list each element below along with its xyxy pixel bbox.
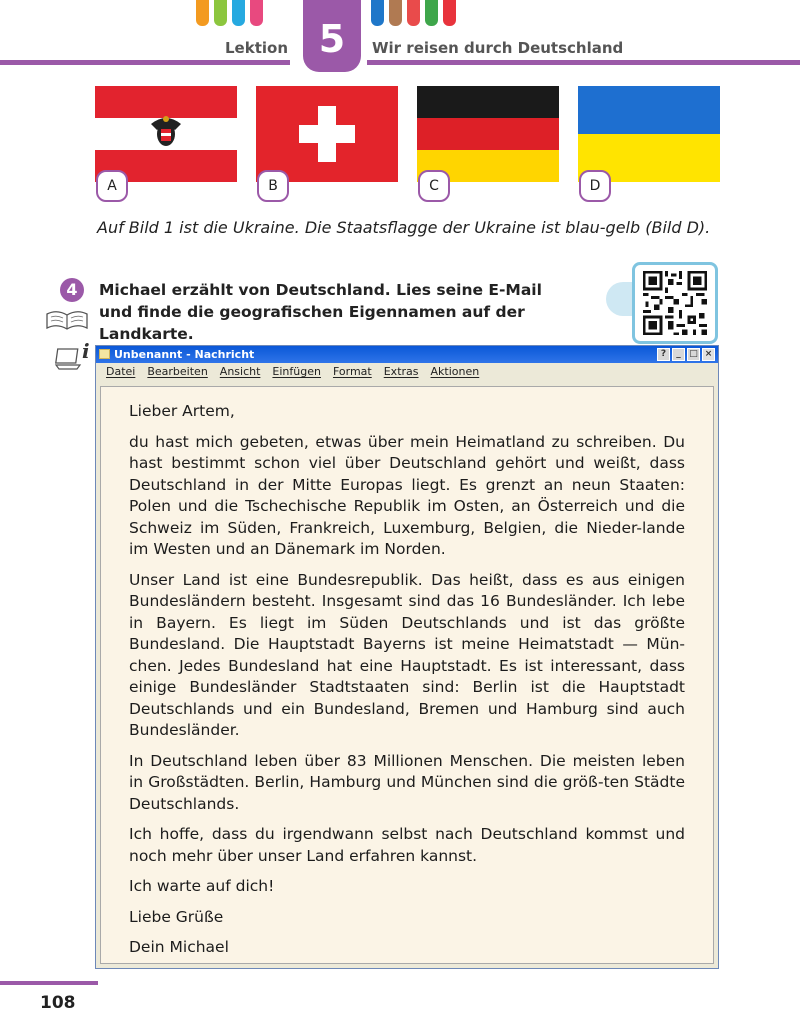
flag-germany	[417, 86, 559, 182]
menu-item-bearbeiten[interactable]: Bearbeiten	[147, 365, 208, 378]
lektion-label: Lektion	[225, 39, 289, 57]
flag-label-a: A	[96, 170, 128, 202]
task-instruction-line2: und finde die geografischen Eigennamen auf der Landkarte.	[99, 303, 525, 343]
menu-item-datei[interactable]: Datei	[106, 365, 136, 378]
flag-ukraine	[578, 86, 720, 182]
header-divider-right	[367, 60, 800, 65]
color-tab	[196, 0, 209, 26]
flag-label-b: B	[257, 170, 289, 202]
menu-item-format[interactable]: Format	[332, 365, 372, 378]
svg-text:i: i	[82, 340, 90, 363]
email-closing-line: Ich warte auf dich!	[129, 877, 275, 895]
header-tabs-left	[196, 0, 263, 26]
email-window	[95, 345, 719, 969]
header-divider-left	[0, 60, 290, 65]
color-tab	[443, 0, 456, 26]
color-tab	[425, 0, 438, 26]
window-titlebar	[96, 346, 718, 363]
minimize-button[interactable]: _	[672, 348, 685, 361]
color-tab	[389, 0, 402, 26]
menu-item-ansicht[interactable]: Ansicht	[219, 365, 261, 378]
color-tab	[250, 0, 263, 26]
header-tabs-right	[371, 0, 456, 26]
page-number: 108	[40, 993, 76, 1013]
color-tab	[214, 0, 227, 26]
qr-code-icon[interactable]	[638, 268, 712, 338]
email-signature: Dein Michael	[129, 938, 229, 956]
laptop-info-icon	[54, 340, 94, 372]
flag-austria	[95, 86, 237, 182]
flag-caption: Auf Bild 1 ist die Ukraine. Die Staatsflagge der Ukraine ist blau-gelb (Bild D).	[97, 218, 711, 237]
email-body[interactable]	[100, 386, 714, 964]
footer-divider	[0, 981, 98, 985]
email-paragraph: Ich hoffe, dass du irgendwann selbst nach Deutschland kommst und noch mehr über unser Land erfahren kannst.	[129, 825, 685, 865]
flag-label-d: D	[579, 170, 611, 202]
lektion-number-badge: 5	[303, 0, 361, 72]
email-paragraph: Unser Land ist eine Bundesrepublik. Das heißt, dass es aus einigen Bundesländern besteht. Insgesamt sind das 16 Bundesländer. Ich lebe in Bayern. Es liegt im Süden Deutschlands und ist das größte Bundesland. Die Hauptstadt Bayerns ist meine Heimatstadt — Mün-chen. Jedes Bundesland hat eine Hauptstadt. Es ist interessant, dass einige Bundesländer Stadtstaaten sind: Berlin ist die Hauptstadt Deutschlands und ein Bundesland, Bremen und Hamburg sind auch Bundesländer.	[129, 570, 685, 739]
qr-code-frame[interactable]	[632, 262, 718, 344]
book-icon	[44, 308, 90, 334]
menu-item-einfuegen[interactable]: Einfügen	[272, 365, 321, 378]
email-regards: Liebe Grüße	[129, 907, 224, 926]
task-number-badge: 4	[60, 278, 84, 302]
menu-bar	[96, 363, 718, 381]
email-greeting: Lieber Artem,	[129, 402, 235, 420]
color-tab	[407, 0, 420, 26]
email-paragraph: In Deutschland leben über 83 Millionen Menschen. Die meisten leben in Großstädten. Berlin, Hamburg und München sind die größ-ten Städte Deutschlands.	[129, 751, 685, 813]
menu-item-aktionen[interactable]: Aktionen	[430, 365, 480, 378]
email-paragraph: du hast mich gebeten, etwas über mein Heimatland zu schreiben. Du hast bestimmt schon viel über Deutschland gehört und weißt, dass Deutschland in der Mitte Europas liegt. Es grenzt an neun Staaten: Polen und die Tschechische Republik im Osten, an Österreich und die Schweiz im Süden, Frankreich, Luxemburg, Belgien, die Nieder-lande im Westen und an Dänemark im Norden.	[129, 432, 685, 558]
maximize-button[interactable]: □	[687, 348, 700, 361]
window-title: Unbenannt - Nachricht	[114, 348, 255, 361]
color-tab	[371, 0, 384, 26]
help-button[interactable]: ?	[657, 348, 670, 361]
task-instruction-line1: Michael erzählt von Deutschland. Lies seine E-Mail	[99, 281, 542, 299]
color-tab	[232, 0, 245, 26]
flag-switzerland	[256, 86, 398, 182]
envelope-icon	[99, 349, 110, 359]
task-instruction	[99, 279, 619, 345]
flag-label-c: C	[418, 170, 450, 202]
menu-item-extras[interactable]: Extras	[383, 365, 419, 378]
lektion-title: Wir reisen durch Deutschland	[372, 39, 624, 57]
close-button[interactable]: ×	[702, 348, 715, 361]
